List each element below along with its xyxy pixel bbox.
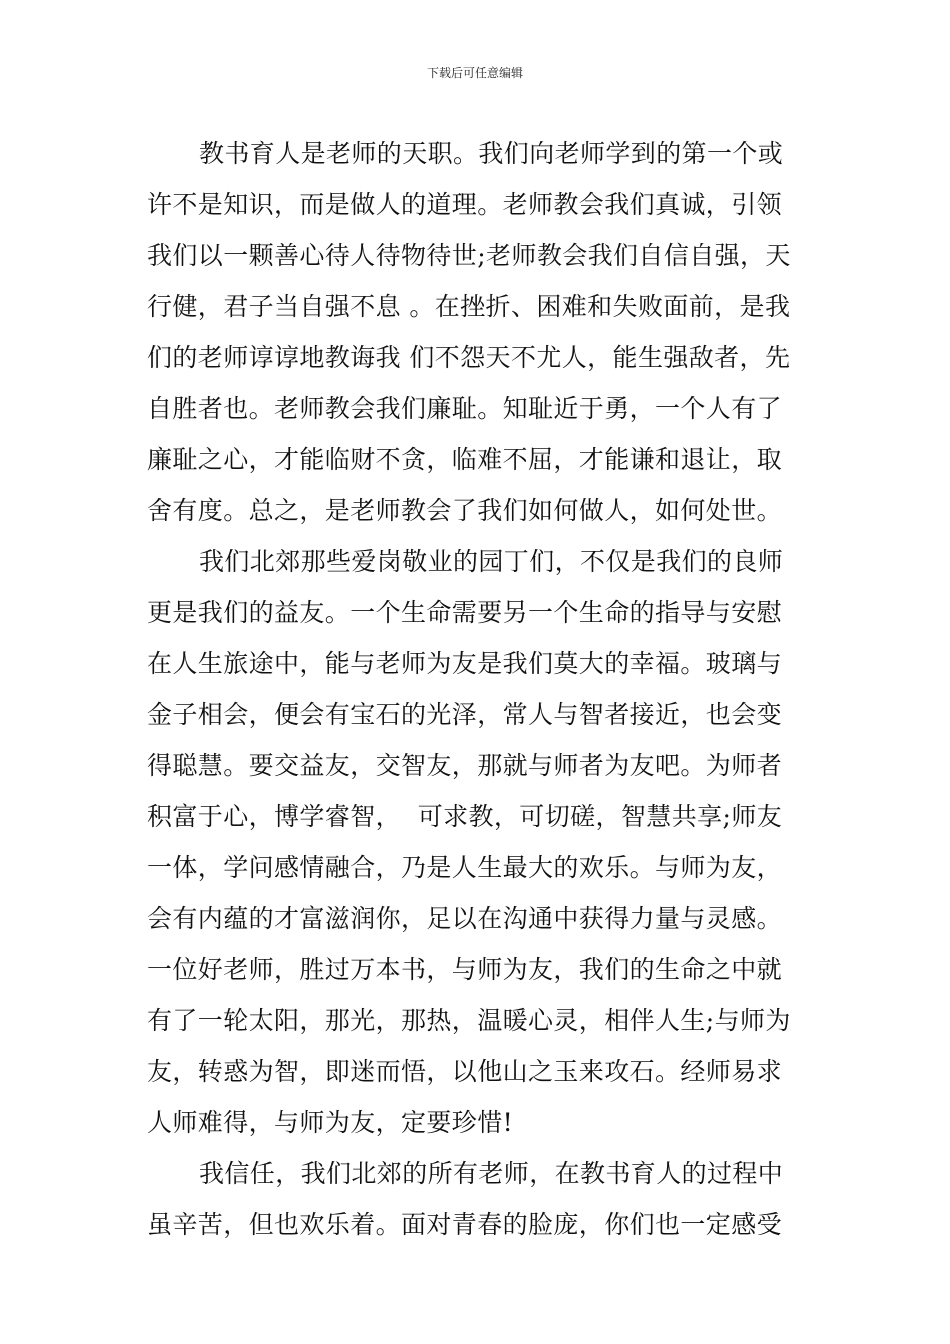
text-line: 金子相会，便会有宝石的光泽，常人与智者接近，也会变 <box>147 700 783 729</box>
text-line: 虽辛苦，但也欢乐着。面对青春的脸庞，你们也一定感受 <box>147 1210 783 1239</box>
text-line: 更是我们的益友。一个生命需要另一个生命的指导与安慰 <box>147 598 783 627</box>
text-line: 我信任，我们北郊的所有老师，在教书育人的过程中 <box>199 1159 784 1188</box>
text-line: 廉耻之心，才能临财不贪，临难不屈，才能谦和退让，取 <box>147 445 783 474</box>
text-line: 我们北郊那些爱岗敬业的园丁们，不仅是我们的良师 <box>199 547 784 576</box>
text-line: 们的老师谆谆地教诲我 们不怨天不尤人，能生强敌者，先 <box>147 343 791 372</box>
text-line: 友，转惑为智，即迷而悟，以他山之玉来攻石。经师易求 <box>147 1057 783 1086</box>
text-line: 教书育人是老师的天职。我们向老师学到的第一个或 <box>199 139 784 168</box>
page-header: 下载后可任意编辑 <box>426 66 523 80</box>
text-line: 一体，学问感情融合，乃是人生最大的欢乐。与师为友， <box>147 853 783 882</box>
text-line: 会有内蕴的才富滋润你，足以在沟通中获得力量与灵感。 <box>147 904 783 933</box>
text-line: 在人生旅途中，能与老师为友是我们莫大的幸福。玻璃与 <box>147 649 783 678</box>
text-line: 舍有度。总之，是老师教会了我们如何做人，如何处世。 <box>147 496 783 525</box>
text-line: 行健，君子当自强不息 。在挫折、困难和失败面前，是我 <box>147 292 791 321</box>
text-line: 人师难得，与师为友，定要珍惜! <box>147 1108 514 1137</box>
text-line: 我们以一颗善心待人待物待世;老师教会我们自信自强，天 <box>147 241 791 270</box>
text-line: 有了一轮太阳，那光，那热，温暖心灵，相伴人生;与师为 <box>147 1006 791 1035</box>
text-line: 积富于心，博学睿智， 可求教，可切磋，智慧共享;师友 <box>147 802 783 831</box>
text-line: 许不是知识，而是做人的道理。老师教会我们真诚，引领 <box>147 190 783 219</box>
text-line: 一位好老师，胜过万本书，与师为友，我们的生命之中就 <box>147 955 783 984</box>
text-line: 得聪慧。要交益友，交智友，那就与师者为友吧。为师者 <box>147 751 783 780</box>
body-text <box>147 128 812 1250</box>
text-line: 自胜者也。老师教会我们廉耻。知耻近于勇，一个人有了 <box>147 394 783 423</box>
